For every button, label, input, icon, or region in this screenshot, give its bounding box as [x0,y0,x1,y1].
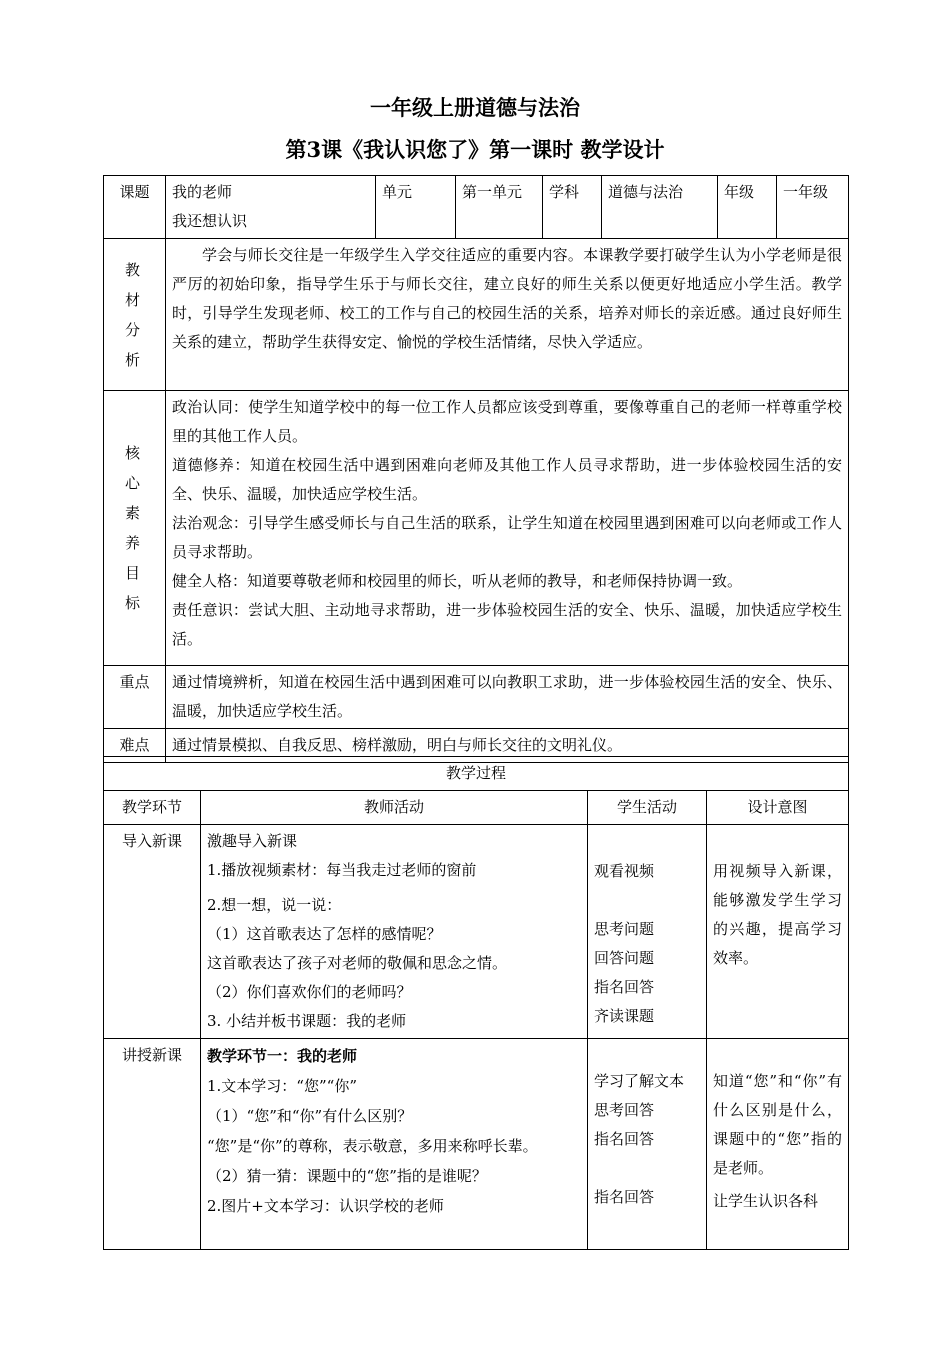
teacher-line: 2.图片+文本学习：认识学校的老师 [207,1197,444,1215]
column-header: 教学环节 [104,791,201,825]
grade-value: 一年级 [777,176,849,239]
teacher-line: 1.播放视频素材：每当我走过老师的窗前 [207,861,477,879]
subject-value: 道德与法治 [602,176,718,239]
goals-text [166,391,849,666]
intro-row [104,825,849,1039]
teacher-line: （2）你们喜欢你们的老师吗？ [207,983,412,1001]
difficulty-text: 通过情景模拟、自我反思、榜样激励，明白与师长交往的文明礼仪。 [166,729,849,763]
document-subtitle: 第3课《我认识您了》第一课时 教学设计 [285,137,665,162]
teacher-activity [201,825,588,1039]
goal-item: 道德修养：知道在校园生活中遇到困难向老师及其他工作人员寻求帮助，进一步体验校园生活的安全、快乐、温暖，加快适应学校生活。 [172,456,842,503]
label-line: 教材 [124,260,150,309]
process-title-row [104,757,849,791]
label-line: 核心 [124,444,150,492]
student-line: 观看视频 [594,862,655,880]
topic-line: 我的老师 [172,183,233,201]
student-line: 指名回答 [594,1188,655,1206]
teacher-line: （2）猜一猜：课题中的“您”指的是谁呢？ [207,1167,487,1185]
goal-item: 政治认同：使学生知道学校中的每一位工作人员都应该受到尊重，要像尊重自己的老师一样尊重学校里的其他工作人员。 [172,398,842,445]
process-title: 教学过程 [104,757,849,791]
student-activity [588,825,707,1039]
intent-text: 知道“您”和“你”有什么区别是什么，课题中的“您”指的是老师。 [713,1072,843,1177]
analysis-label [104,239,166,391]
label-line: 素养 [124,504,150,552]
goal-item: 法治观念：引导学生感受师长与自己生活的联系，让学生知道在校园里遇到困难可以向老师或工作人员寻求帮助。 [172,514,842,561]
header-row [104,176,849,239]
topic-label: 课题 [104,176,166,239]
student-activity [588,1039,707,1250]
teacher-line: 这首歌表达了孩子对老师的敬佩和思念之情。 [207,954,508,972]
topic-line: 我还想认识 [172,212,248,230]
teacher-heading: 教学环节一：我的老师 [207,1047,358,1065]
label-line: 目标 [124,564,150,612]
teacher-line: （1）“您”和“你”有什么区别？ [207,1107,413,1125]
teacher-line: 1.文本学习：“您”“你” [207,1077,357,1095]
student-line: 思考问题 [594,920,655,938]
lesson-row [104,1039,849,1250]
student-line: 齐读课题 [594,1007,655,1025]
document-title: 一年级上册道德与法治 [370,95,580,120]
topic-value [166,176,376,239]
intent-text: 让学生认识各科 [713,1192,819,1210]
teacher-line: 激趣导入新课 [207,832,298,850]
unit-value: 第一单元 [456,176,543,239]
process-header-row [104,791,849,825]
student-line: 回答问题 [594,949,655,967]
goal-item: 健全人格：知道要尊敬老师和校园里的师长，听从老师的教导，和老师保持协调一致。 [172,572,743,590]
teaching-process-table [103,756,849,1250]
lesson-info-table [103,175,849,763]
student-line: 学习了解文本 [594,1072,685,1090]
analysis-row [104,239,849,391]
teacher-line: 3. 小结并板书课题：我的老师 [207,1012,407,1030]
key-point-label: 重点 [104,666,166,729]
teacher-line: （1）这首歌表达了怎样的感情呢？ [207,925,442,943]
label-line: 分析 [124,320,150,369]
key-point-row [104,666,849,729]
student-line: 指名回答 [594,1130,655,1148]
student-line: 思考回答 [594,1101,655,1119]
stage-label: 导入新课 [104,825,201,1039]
teacher-line: 2.想一想，说一说： [207,896,342,914]
teacher-line: “您”是“你”的尊称，表示敬意，多用来称呼长辈。 [207,1137,538,1155]
subject-label: 学科 [543,176,602,239]
stage-label: 讲授新课 [104,1039,201,1250]
student-line: 指名回答 [594,978,655,996]
column-header: 学生活动 [588,791,707,825]
column-header: 教师活动 [201,791,588,825]
goal-item: 责任意识：尝试大胆、主动地寻求帮助，进一步体验校园生活的安全、快乐、温暖，加快适应学校生活。 [172,601,842,648]
goals-row [104,391,849,666]
design-intent: 用视频导入新课，能够激发学生学习的兴趣，提高学习效率。 [707,825,849,1039]
difficulty-label: 难点 [104,729,166,763]
column-header: 设计意图 [707,791,849,825]
unit-label: 单元 [376,176,456,239]
key-point-text: 通过情境辨析，知道在校园生活中遇到困难可以向教职工求助，进一步体验校园生活的安全、快乐、温暖，加快适应学校生活。 [166,666,849,729]
goals-label [104,391,166,666]
design-intent [707,1039,849,1250]
analysis-text: 学会与师长交往是一年级学生入学交往适应的重要内容。本课教学要打破学生认为小学老师是很严厉的初始印象，指导学生乐于与师长交往，建立良好的师生关系以便更好地适应小学生活。教学时，引导学生发现老师、校工的工作与自己的校园生活的关系，培养对师长的亲近感。通过良好师生关系的建立，帮助学生获得安定、愉悦的学校生活情绪，尽快入学适应。 [166,239,849,391]
teacher-activity [201,1039,588,1250]
grade-label: 年级 [718,176,777,239]
